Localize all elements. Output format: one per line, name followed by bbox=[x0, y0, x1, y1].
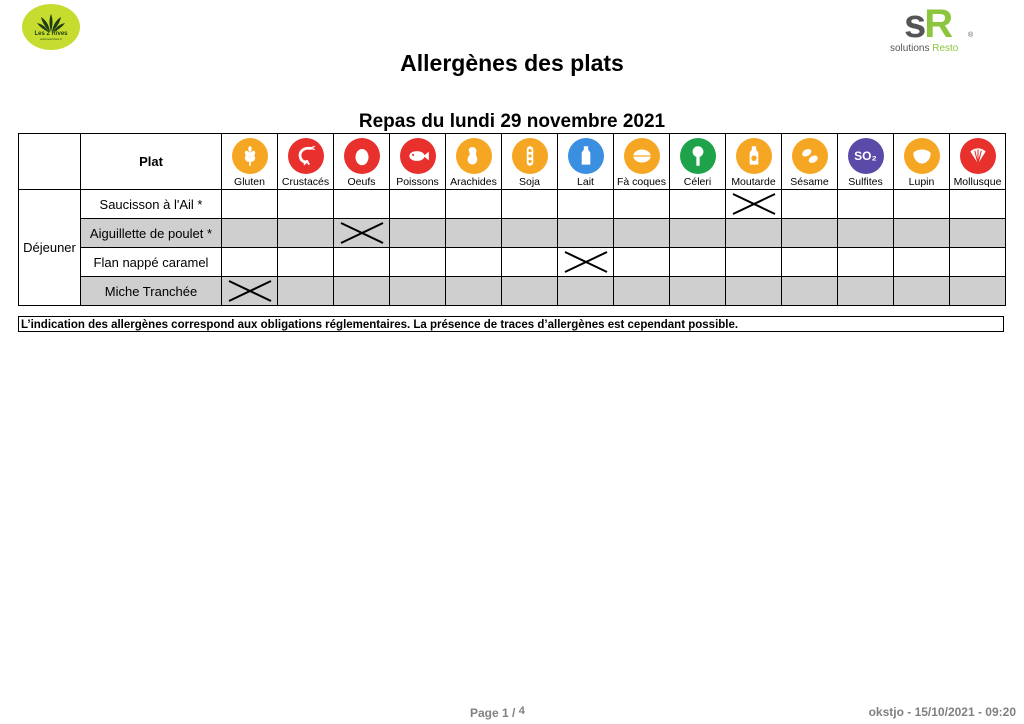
allergen-cell bbox=[222, 248, 278, 277]
allergen-cell bbox=[558, 248, 614, 277]
allergen-header-4 bbox=[446, 134, 502, 190]
allergen-name: Gluten bbox=[234, 176, 265, 188]
allergen-cell bbox=[446, 190, 502, 219]
corner-cell bbox=[19, 134, 81, 190]
peanut-icon bbox=[456, 138, 492, 174]
allergen-cell bbox=[950, 277, 1006, 306]
wheat-icon bbox=[232, 138, 268, 174]
allergen-header-1 bbox=[278, 134, 334, 190]
allergen-cell bbox=[390, 219, 446, 248]
allergen-cell bbox=[446, 248, 502, 277]
leaves-icon bbox=[36, 13, 66, 33]
fish-icon bbox=[400, 138, 436, 174]
allergen-header-0 bbox=[222, 134, 278, 190]
allergen-cell bbox=[278, 248, 334, 277]
allergen-header-2 bbox=[334, 134, 390, 190]
allergen-cell bbox=[726, 190, 782, 219]
so2-icon bbox=[848, 138, 884, 174]
allergen-cell bbox=[614, 190, 670, 219]
allergen-cell bbox=[782, 190, 838, 219]
egg-icon bbox=[344, 138, 380, 174]
mark-s: s bbox=[904, 2, 925, 46]
allergen-name: Lait bbox=[577, 176, 594, 188]
allergen-cell bbox=[782, 219, 838, 248]
tagline-resto: Resto bbox=[932, 43, 959, 54]
allergen-cell bbox=[502, 219, 558, 248]
solutions-resto-logo bbox=[888, 4, 988, 54]
allergen-name: Poissons bbox=[396, 176, 439, 188]
nut-icon bbox=[624, 138, 660, 174]
allergen-cell bbox=[502, 190, 558, 219]
allergen-name: Soja bbox=[518, 176, 540, 188]
allergen-name: Crustacés bbox=[281, 176, 330, 188]
print-meta: okstjo - 15/10/2021 - 09:20 bbox=[868, 705, 1016, 719]
allergen-present-mark bbox=[339, 221, 385, 245]
allergen-cell bbox=[614, 248, 670, 277]
allergen-cell bbox=[222, 190, 278, 219]
page-title: Allergènes des plats bbox=[400, 50, 624, 76]
allergen-cell bbox=[950, 248, 1006, 277]
allergen-header-12 bbox=[894, 134, 950, 190]
allergen-table bbox=[18, 133, 1006, 306]
dish-name: Miche Tranchée bbox=[81, 277, 222, 306]
milk-icon bbox=[568, 138, 604, 174]
les2rives-logo bbox=[22, 4, 80, 50]
allergen-cell bbox=[838, 219, 894, 248]
allergen-cell bbox=[334, 219, 390, 248]
allergen-header-6 bbox=[558, 134, 614, 190]
allergen-header-8 bbox=[670, 134, 726, 190]
allergen-name: Fà coques bbox=[616, 176, 667, 188]
allergen-cell bbox=[558, 219, 614, 248]
allergen-name: Moutarde bbox=[731, 176, 776, 188]
mark-r: R bbox=[924, 2, 952, 46]
allergen-header-10 bbox=[782, 134, 838, 190]
celery-icon bbox=[680, 138, 716, 174]
mollusc-icon bbox=[960, 138, 996, 174]
table-row bbox=[19, 190, 1006, 219]
allergen-header-row bbox=[19, 134, 1006, 190]
allergen-cell bbox=[558, 190, 614, 219]
allergen-present-mark bbox=[731, 192, 777, 216]
table-row bbox=[19, 277, 1006, 306]
shrimp-icon bbox=[288, 138, 324, 174]
allergen-name: Mollusque bbox=[953, 176, 1002, 188]
allergen-name: Sulfites bbox=[848, 176, 883, 188]
allergen-cell bbox=[278, 277, 334, 306]
allergen-cell bbox=[222, 219, 278, 248]
allergen-header-7 bbox=[614, 134, 670, 190]
allergen-cell bbox=[894, 190, 950, 219]
allergen-cell bbox=[894, 277, 950, 306]
allergen-cell bbox=[726, 277, 782, 306]
allergen-cell bbox=[838, 190, 894, 219]
allergen-name: Sésame bbox=[790, 176, 829, 188]
dish-name: Flan nappé caramel bbox=[81, 248, 222, 277]
soy-icon bbox=[512, 138, 548, 174]
sr-mark bbox=[904, 2, 951, 47]
allergen-cell bbox=[334, 190, 390, 219]
allergen-cell bbox=[838, 277, 894, 306]
logo-left-text: Les 2 Rives bbox=[34, 31, 68, 37]
allergen-cell bbox=[222, 277, 278, 306]
allergen-header-13 bbox=[950, 134, 1006, 190]
allergen-cell bbox=[726, 219, 782, 248]
allergen-cell bbox=[446, 277, 502, 306]
table-row bbox=[19, 248, 1006, 277]
meal-label: Déjeuner bbox=[19, 190, 81, 306]
allergen-cell bbox=[334, 248, 390, 277]
allergen-cell bbox=[670, 190, 726, 219]
allergen-cell bbox=[334, 277, 390, 306]
allergen-cell bbox=[670, 277, 726, 306]
allergen-present-mark bbox=[563, 250, 609, 274]
allergen-cell bbox=[726, 248, 782, 277]
page-total: 4 bbox=[518, 705, 525, 717]
dish-name: Saucisson à l'Ail * bbox=[81, 190, 222, 219]
allergen-cell bbox=[838, 248, 894, 277]
page-number bbox=[470, 705, 525, 720]
allergen-cell bbox=[894, 219, 950, 248]
allergen-cell bbox=[390, 190, 446, 219]
allergen-cell bbox=[670, 219, 726, 248]
allergen-cell bbox=[558, 277, 614, 306]
allergen-header-3 bbox=[390, 134, 446, 190]
allergen-name: Arachides bbox=[450, 176, 497, 188]
allergen-header-5 bbox=[502, 134, 558, 190]
allergen-cell bbox=[894, 248, 950, 277]
sesame-icon bbox=[792, 138, 828, 174]
allergen-present-mark bbox=[227, 279, 273, 303]
meal-date-subtitle: Repas du lundi 29 novembre 2021 bbox=[358, 111, 666, 132]
allergen-header-11 bbox=[838, 134, 894, 190]
allergen-name: Lupin bbox=[908, 176, 935, 188]
table-row bbox=[19, 219, 1006, 248]
allergen-cell bbox=[278, 190, 334, 219]
allergen-cell bbox=[782, 277, 838, 306]
registered-mark: ® bbox=[968, 32, 974, 39]
allergen-header-9 bbox=[726, 134, 782, 190]
allergen-cell bbox=[950, 219, 1006, 248]
tagline-solutions: solutions bbox=[890, 43, 930, 54]
dish-rows bbox=[19, 190, 1006, 306]
logo-left-subtext: www.les2rives.fr bbox=[40, 37, 62, 41]
page-label: Page 1 / bbox=[470, 706, 516, 720]
allergen-name: Oeufs bbox=[347, 176, 376, 188]
allergen-cell bbox=[390, 248, 446, 277]
allergen-cell bbox=[614, 219, 670, 248]
dish-name: Aiguillette de poulet * bbox=[81, 219, 222, 248]
allergen-cell bbox=[446, 219, 502, 248]
allergen-cell bbox=[614, 277, 670, 306]
allergen-cell bbox=[782, 248, 838, 277]
so2-label: SO₂ bbox=[854, 149, 877, 163]
allergen-name: Céleri bbox=[683, 176, 712, 188]
allergen-cell bbox=[502, 248, 558, 277]
allergen-cell bbox=[390, 277, 446, 306]
plat-header: Plat bbox=[81, 134, 222, 190]
allergen-cell bbox=[670, 248, 726, 277]
allergen-cell bbox=[278, 219, 334, 248]
mustard-icon bbox=[736, 138, 772, 174]
allergen-cell bbox=[502, 277, 558, 306]
lupin-icon bbox=[904, 138, 940, 174]
allergen-cell bbox=[950, 190, 1006, 219]
allergen-notice: L’indication des allergènes correspond aux obligations réglementaires. La présence de traces d’allergènes est cependant possible. bbox=[18, 316, 1004, 332]
